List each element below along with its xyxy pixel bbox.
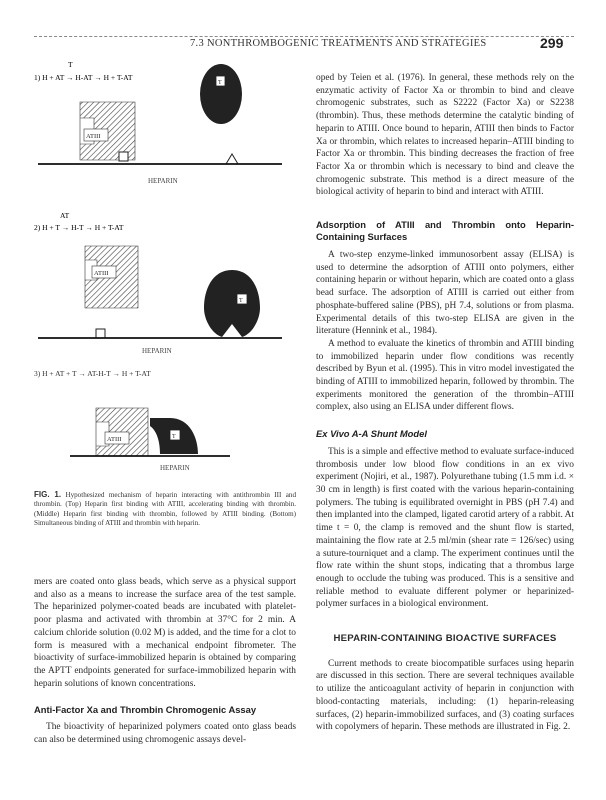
paragraph: The bioactivity of heparinized polymers coated onto glass beads can also be determined using chromogenic assays devel- <box>34 722 296 746</box>
heparin-label: HEPARIN <box>142 347 172 355</box>
running-title: 7.3 NONTHROMBOGENIC TREATMENTS AND STRATEGIES <box>190 38 487 49</box>
paragraph: This is a simple and effective method to evaluate surface-induced thrombosis under low blood flow conditions in an ex vivo experiment (Nojiri, et al., 1987). Polyurethane tubing (1.5 mm i.d. × 30 cm in length) is first coated with the various heparin-containing polymers. The tubing is equilibrated overnight in PBS (pH 7.4) and then implanted into the clamped, ligated carotid artery of a rabbit. At time t = 0, the clamp is removed and the shunt flow is started, maintaining the flow rate at 2.5 ml/min (shear rate = 126/sec) using a suture-tourniquet and a clamp. The experiment continues until the flow rate within the shunt stops, indicating that a thrombus large enough to occlude the tubing was produced. This is a sensitive and reliable method to evaluate different polymer or heparinized-polymer surfaces in a biological environment. <box>316 446 574 610</box>
right-column <box>316 72 574 734</box>
figure-caption <box>34 490 296 529</box>
page-number: 299 <box>540 35 564 51</box>
paragraph: Current methods to create biocompatible surfaces using heparin are discussed in this section. There are several techniques available to utilize the anticoagulant activity of heparin in conjunction with blood-contacting materials, including: (1) heparin-releasing surfaces, (2) heparin-immobilized surfaces, and (3) coating surfaces with copolymers of heparin. These methods are illustrated in Fig. 2. <box>316 658 574 733</box>
caption-text: Hypothesized mechanism of heparin interacting with antithrombin III and thrombin. (Top) Heparin first binding with ATIII, accelerating binding with thrombin. (Middle) Heparin first binding with thrombin, followed by ATIII binding. (Bottom) Simultaneous binding of ATIII and thrombin with heparin. <box>34 491 296 528</box>
heparin-binding-site <box>96 329 105 338</box>
thrombin-shape <box>204 270 260 337</box>
thrombin-shape <box>200 64 242 124</box>
figure-1-lower-diagram <box>30 400 300 480</box>
atiii-label: ATIII <box>107 436 122 443</box>
page-header <box>0 0 606 56</box>
thrombin-t-marker: T <box>239 298 243 304</box>
thrombin-t-marker: T <box>218 80 222 86</box>
paragraph: oped by Teien et al. (1976). In general, these methods rely on the enzymatic activity of Factor Xa or thrombin to bind and cleave chromogenic substrates, such as S2222 (Factor Xa) or S2238 (thrombin). Thus, these methods determine the catalytic binding of heparin to ATIII. Once bound to heparin, ATIII then binds to Factor Xa or thrombin, which relates to increased heparin–ATIII binding to Factor Xa or thrombin. This binding decreases the fraction of free Factor Xa or thrombin which is necessary to bind and cleave the chromogenic substrate. This method is a direct measure of the biological activity of heparin to bind and interact with ATIII. <box>316 73 574 198</box>
paragraph: mers are coated onto glass beads, which serve as a physical support and also as a means to increase the surface area of the test sample. The heparinized polymer-coated beads are incubated with platelet-poor plasma and activated with thrombin at 37°C for 2 min. A calcium chloride solution (0.02 M) is added, and the time for a clot to form is measured with a mechanical endpoint fibrometer. The bioactivity of surface-immobilized heparin is obtained by comparing the APTT endpoints generated for surface-immobilized heparin with heparin solutions of known concentrations. <box>34 577 296 689</box>
paragraph: A two-step enzyme-linked immunosorbent assay (ELISA) is used to determine the adsorption of ATIII onto polymers, either containing heparin or without heparin, which are coated onto a glass bead surface. The adsorption of ATIII is carried out either from phosphate-buffered saline (PBS), pH 7.4, solutions or from plasma. Experimental details of this two-step ELISA are given in the literature (Hennink et al., 1984). <box>316 250 574 337</box>
figure-1-lower <box>30 400 300 480</box>
paragraph: A method to evaluate the kinetics of thrombin and ATIII binding to immobilized heparin under flow conditions was recently described by Byun et al. (1995). This in vitro model investigated the binding of ATIII to immobilized heparin, followed by thrombin. The experiments monitored the generation of the thrombin–ATIII complex, also using an ELISA under different flows. <box>316 338 574 413</box>
t-label: T <box>68 60 73 69</box>
section-subheading: Anti-Factor Xa and Thrombin Chromogenic Assay <box>34 704 257 716</box>
section-subheading: Adsorption of ATIII and Thrombin onto Heparin-Containing Surfaces <box>316 219 574 243</box>
atiii-label: ATIII <box>94 270 109 277</box>
panel3-equation: 3) H + AT + T → AT-H-T → H + T-AT <box>34 369 151 378</box>
heparin-binding-site <box>119 152 128 161</box>
figure-1-diagram <box>30 58 300 438</box>
thrombin-t-marker: T <box>172 434 176 440</box>
at-label: AT <box>60 211 70 220</box>
caption-label: FIG. 1. <box>34 490 62 499</box>
section-heading: HEPARIN-CONTAINING BIOACTIVE SURFACES <box>333 633 557 645</box>
left-column <box>34 576 296 747</box>
panel1-equation: 1) H + AT → H-AT → H + T-AT <box>34 73 133 82</box>
header-rule <box>34 36 574 37</box>
heparin-label: HEPARIN <box>148 177 178 185</box>
panel-1 <box>34 60 282 185</box>
figure-1 <box>30 58 300 438</box>
panel2-equation: 2) H + T → H-T → H + T-AT <box>34 223 124 232</box>
section-subheading: Ex Vivo A-A Shunt Model <box>316 428 427 440</box>
panel-3 <box>96 408 198 472</box>
thrombin-triangle <box>226 154 238 164</box>
atiii-label: ATIII <box>86 133 101 140</box>
heparin-label: HEPARIN <box>160 464 190 472</box>
panel-2 <box>34 211 282 355</box>
